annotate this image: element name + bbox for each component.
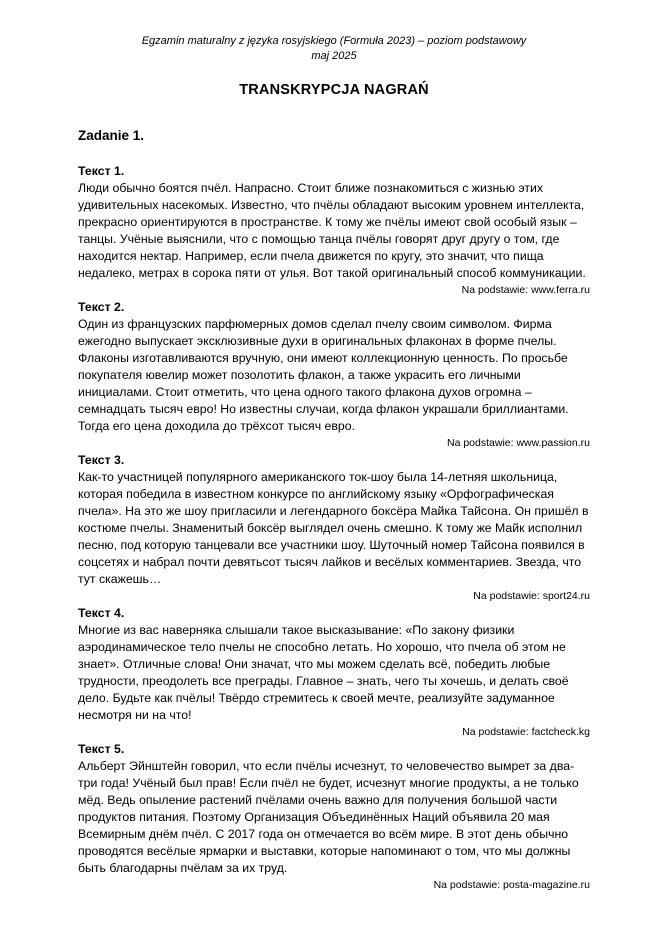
- text-section-2: [78, 299, 590, 452]
- source-attribution: Na podstawie: www.passion.ru: [447, 437, 590, 449]
- text-heading: Текст 4.: [78, 606, 125, 620]
- text-heading: Текст 3.: [78, 453, 125, 467]
- text-body: Как-то участницей популярного американского ток-шоу была 14-летняя школьница, которая победила в известном конкурсе по английскому языку «Орфографическая пчела». На это же шоу пригласили и легендарного боксёра Майка Тайсона. Он пришёл в костюме пчелы. Знаменитый боксёр выглядел очень смешно. К тому же Майк исполнил песню, под которую танцевали все участники шоу. Шуточный номер Тайсона появился в соцсетях и набрал почти девятьсот тысяч лайков и весёлых комментариев. Звезда, что тут скажешь…: [78, 470, 589, 586]
- text-body: Альберт Эйнштейн говорил, что если пчёлы исчезнут, то человечество вымрет за два-три года! Учёный был прав! Если пчёл не будет, исчезнут многие продукты, а не только мёд. Ведь опыление растений пчёлами очень важно для получения большой части продуктов питания. Поэтому Организация Объединённых Наций объявила 20 мая Всемирным днём пчёл. С 2017 года он отмечается во всём мире. В этот день обычно проводятся весёлые ярмарки и выставки, которые напоминают о том, что мы должны быть благодарны пчёлам за их труд.: [78, 759, 579, 875]
- source-attribution: Na podstawie: www.ferra.ru: [461, 284, 590, 296]
- running-header: [78, 34, 590, 64]
- exam-title-line: Egzamin maturalny z języka rosyjskiego (Formuła 2023) – poziom podstawowy: [141, 35, 527, 47]
- document-title: TRANSKRYPCJA NAGRAŃ: [239, 82, 429, 98]
- transcript-sections: [78, 163, 590, 894]
- text-heading: Текст 5.: [78, 742, 125, 756]
- source-attribution: Na podstawie: factcheck.kg: [462, 726, 590, 738]
- text-section-5: [78, 741, 590, 894]
- source-attribution: Na podstawie: sport24.ru: [473, 590, 590, 602]
- text-section-3: [78, 452, 590, 605]
- text-section-1: [78, 163, 590, 299]
- text-heading: Текст 1.: [78, 164, 125, 178]
- source-attribution: Na podstawie: posta-magazine.ru: [433, 879, 590, 891]
- task-heading: Zadanie 1.: [78, 128, 145, 143]
- exam-date-line: maj 2025: [311, 50, 357, 62]
- text-body: Люди обычно боятся пчёл. Напрасно. Стоит ближе познакомиться с жизнью этих удивительных насекомых. Известно, что пчёлы обладают высоким уровнем интеллекта, прекрасно ориентируются в пространстве. К тому же пчёлы имеют свой особый язык – танцы. Учёные выяснили, что с помощью танца пчёлы говорят друг другу о том, где находится нектар. Например, если пчела движется по кругу, это значит, что пища недалеко, метрах в сорока пяти от улья. Вот такой оригинальный способ коммуникации.: [78, 181, 586, 280]
- text-body: Один из французских парфюмерных домов сделал пчелу своим символом. Фирма ежегодно выпускает эксклюзивные духи в оригинальных флаконах в форме пчелы. Флаконы изготавливаются вручную, они имеют коллекционную ценность. По просьбе покупателя ювелир может позолотить флакон, а также украсить его личными инициалами. Стоит отметить, что цена одного такого флакона духов огромна – семнадцать тысяч евро! Но известны случаи, когда флакон украшали бриллиантами. Тогда его цена доходила до трёхсот тысяч евро.: [78, 317, 569, 433]
- text-heading: Текст 2.: [78, 300, 125, 314]
- text-section-4: [78, 605, 590, 741]
- text-body: Многие из вас наверняка слышали такое высказывание: «По закону физики аэродинамическое тело пчелы не способно летать. Но хорошо, что пчела об этом не знает». Отличные слова! Они значат, что мы можем сделать всё, победить любые трудности, преодолеть все преграды. Главное – знать, чего ты хочешь, и делать своё дело. Будьте как пчёлы! Твёрдо стремитесь к своей мечте, реализуйте задуманное несмотря ни на что!: [78, 623, 569, 722]
